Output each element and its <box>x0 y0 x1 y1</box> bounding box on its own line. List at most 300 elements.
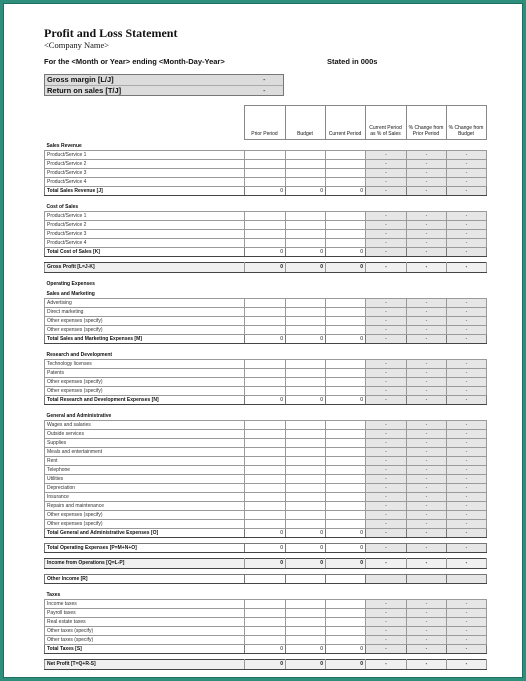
amount-cell[interactable]: 0 <box>326 528 366 537</box>
row-label: Total Sales Revenue [J] <box>45 186 245 195</box>
amount-cell[interactable] <box>286 492 326 501</box>
amount-cell[interactable] <box>286 298 326 307</box>
amount-cell[interactable]: 0 <box>286 644 326 653</box>
amount-cell[interactable] <box>286 574 326 583</box>
row-label: Product/Service 2 <box>45 159 245 168</box>
row-label: Product/Service 3 <box>45 229 245 238</box>
amount-cell[interactable] <box>245 229 286 238</box>
col-prior-period: Prior Period <box>244 106 285 140</box>
percent-cell: - <box>447 519 487 528</box>
percent-cell: - <box>447 325 487 334</box>
section-heading: Operating Expenses <box>46 281 95 287</box>
amount-cell[interactable]: 0 <box>286 334 326 343</box>
amount-cell[interactable]: 0 <box>326 395 366 404</box>
amount-cell[interactable] <box>245 177 286 186</box>
percent-cell: - <box>407 368 447 377</box>
percent-cell: - <box>407 298 447 307</box>
amount-cell[interactable] <box>326 447 366 456</box>
header-blank <box>44 106 244 140</box>
column-header-row <box>44 106 486 140</box>
amount-cell[interactable]: 0 <box>245 186 286 195</box>
percent-cell: - <box>366 220 407 229</box>
percent-cell: - <box>407 377 447 386</box>
row-label: Supplies <box>45 438 245 447</box>
percent-cell: - <box>366 298 407 307</box>
percent-cell: - <box>407 247 447 256</box>
amount-cell[interactable]: 0 <box>245 334 286 343</box>
amount-cell[interactable] <box>286 220 326 229</box>
percent-cell: - <box>447 483 487 492</box>
row-label: Product/Service 4 <box>45 177 245 186</box>
row-label: Total Research and Development Expenses [N] <box>45 395 245 404</box>
row-label: Product/Service 1 <box>45 211 245 220</box>
amount-cell[interactable]: 0 <box>286 186 326 195</box>
amount-cell[interactable] <box>326 386 366 395</box>
amount-cell[interactable] <box>286 519 326 528</box>
total-row <box>45 262 487 272</box>
line-item-row <box>45 626 487 635</box>
amount-cell[interactable] <box>286 386 326 395</box>
percent-cell: - <box>366 483 407 492</box>
percent-cell: - <box>366 608 407 617</box>
amount-cell[interactable]: 0 <box>326 644 366 653</box>
amount-cell[interactable] <box>286 510 326 519</box>
amount-cell[interactable] <box>326 150 366 159</box>
percent-cell <box>447 574 487 583</box>
percent-cell: - <box>447 359 487 368</box>
amount-cell[interactable]: 0 <box>286 247 326 256</box>
percent-cell: - <box>366 543 407 552</box>
amount-cell[interactable] <box>286 177 326 186</box>
amount-cell[interactable] <box>286 465 326 474</box>
amount-cell[interactable] <box>245 368 286 377</box>
amount-cell[interactable] <box>326 456 366 465</box>
summary-value: - <box>263 75 266 84</box>
line-item-row <box>45 483 487 492</box>
percent-cell: - <box>447 316 487 325</box>
line-item-row <box>45 510 487 519</box>
amount-cell[interactable]: 0 <box>326 186 366 195</box>
gross-margin-row[interactable] <box>45 75 283 85</box>
percent-cell: - <box>407 386 447 395</box>
total-row <box>45 558 487 568</box>
total-row <box>45 247 487 256</box>
amount-cell[interactable] <box>245 325 286 334</box>
row-label: Gross Profit [L=J-K] <box>45 262 245 272</box>
amount-cell[interactable] <box>245 617 286 626</box>
pl-sheet <box>44 26 490 670</box>
total-row <box>45 543 487 552</box>
amount-cell[interactable]: 0 <box>326 247 366 256</box>
section-heading-row <box>45 349 487 359</box>
percent-cell: - <box>447 186 487 195</box>
amount-cell[interactable] <box>326 211 366 220</box>
amount-cell[interactable] <box>245 447 286 456</box>
amount-cell[interactable] <box>286 211 326 220</box>
amount-cell[interactable] <box>326 492 366 501</box>
percent-cell: - <box>366 177 407 186</box>
period-row <box>44 57 490 70</box>
amount-cell[interactable] <box>245 429 286 438</box>
summary-label: Return on sales [T/J] <box>47 86 122 95</box>
amount-cell[interactable] <box>286 447 326 456</box>
line-item-row <box>45 359 487 368</box>
col-current-period: Current Period <box>325 106 365 140</box>
page-title: Profit and Loss Statement <box>44 26 178 40</box>
line-item-row <box>45 420 487 429</box>
amount-cell[interactable] <box>245 635 286 644</box>
percent-cell: - <box>407 626 447 635</box>
row-label: Rent <box>45 456 245 465</box>
amount-cell[interactable]: 0 <box>245 528 286 537</box>
total-row <box>45 659 487 669</box>
percent-cell: - <box>407 501 447 510</box>
amount-cell[interactable] <box>245 599 286 608</box>
percent-cell: - <box>447 510 487 519</box>
amount-cell[interactable] <box>286 229 326 238</box>
amount-cell[interactable] <box>286 617 326 626</box>
percent-cell: - <box>366 247 407 256</box>
amount-cell[interactable] <box>326 465 366 474</box>
amount-cell[interactable] <box>326 177 366 186</box>
percent-cell: - <box>447 465 487 474</box>
amount-cell[interactable] <box>245 220 286 229</box>
amount-cell[interactable] <box>326 635 366 644</box>
amount-cell[interactable]: 0 <box>326 543 366 552</box>
amount-cell[interactable] <box>326 519 366 528</box>
percent-cell: - <box>366 307 407 316</box>
percent-cell: - <box>366 386 407 395</box>
percent-cell: - <box>407 447 447 456</box>
percent-cell: - <box>366 438 407 447</box>
percent-cell: - <box>407 168 447 177</box>
amount-cell[interactable] <box>286 420 326 429</box>
line-item-row <box>45 519 487 528</box>
section-heading: General and Administrative <box>46 412 112 419</box>
row-label: Meals and entertainment <box>45 447 245 456</box>
amount-cell[interactable] <box>326 229 366 238</box>
percent-cell: - <box>407 316 447 325</box>
total-row <box>45 334 487 343</box>
row-label: Total Sales and Marketing Expenses [M] <box>45 334 245 343</box>
amount-cell[interactable] <box>245 519 286 528</box>
percent-cell: - <box>407 644 447 653</box>
line-item-row <box>45 429 487 438</box>
amount-cell[interactable] <box>245 298 286 307</box>
row-label: Wages and salaries <box>45 420 245 429</box>
line-item-row <box>45 325 487 334</box>
amount-cell[interactable] <box>326 510 366 519</box>
row-label: Telephone <box>45 465 245 474</box>
amount-cell[interactable] <box>286 377 326 386</box>
amount-cell[interactable] <box>286 626 326 635</box>
amount-cell[interactable] <box>245 168 286 177</box>
total-row <box>45 644 487 653</box>
percent-cell: - <box>447 386 487 395</box>
section-heading: Sales Revenue <box>46 142 82 149</box>
amount-cell[interactable] <box>326 474 366 483</box>
amount-cell[interactable]: 0 <box>245 247 286 256</box>
percent-cell: - <box>407 492 447 501</box>
percent-cell: - <box>407 599 447 608</box>
total-row <box>45 395 487 404</box>
percent-cell: - <box>407 159 447 168</box>
percent-cell: - <box>366 635 407 644</box>
percent-cell: - <box>366 229 407 238</box>
percent-cell: - <box>447 635 487 644</box>
amount-cell[interactable] <box>245 510 286 519</box>
section-heading-row <box>45 201 487 211</box>
amount-cell[interactable] <box>245 238 286 247</box>
percent-cell: - <box>447 334 487 343</box>
percent-cell: - <box>407 177 447 186</box>
percent-cell: - <box>366 447 407 456</box>
amount-cell[interactable] <box>286 483 326 492</box>
percent-cell: - <box>447 558 487 568</box>
percent-cell: - <box>366 659 407 669</box>
amount-cell[interactable] <box>326 617 366 626</box>
amount-cell[interactable] <box>286 608 326 617</box>
row-label: Utilities <box>45 474 245 483</box>
percent-cell: - <box>447 262 487 272</box>
percent-cell: - <box>447 307 487 316</box>
amount-cell[interactable] <box>245 386 286 395</box>
percent-cell: - <box>366 334 407 343</box>
percent-cell: - <box>366 150 407 159</box>
percent-cell: - <box>366 510 407 519</box>
line-item-row <box>45 229 487 238</box>
amount-cell[interactable] <box>286 456 326 465</box>
row-label: Total Operating Expenses [P=M+N+O] <box>45 543 245 552</box>
amount-cell[interactable] <box>326 608 366 617</box>
percent-cell: - <box>407 608 447 617</box>
amount-cell[interactable] <box>286 150 326 159</box>
amount-cell[interactable] <box>245 438 286 447</box>
percent-cell: - <box>366 456 407 465</box>
amount-cell[interactable]: 0 <box>245 558 286 568</box>
percent-cell: - <box>407 229 447 238</box>
amount-cell[interactable] <box>245 492 286 501</box>
percent-cell: - <box>447 220 487 229</box>
percent-cell: - <box>366 359 407 368</box>
percent-cell: - <box>407 465 447 474</box>
percent-cell: - <box>407 334 447 343</box>
section-heading: Taxes <box>46 591 61 598</box>
amount-cell[interactable]: 0 <box>326 334 366 343</box>
amount-cell[interactable] <box>326 377 366 386</box>
percent-cell: - <box>447 608 487 617</box>
amount-cell[interactable]: 0 <box>286 395 326 404</box>
row-label: Other expenses (specify) <box>45 510 245 519</box>
amount-cell[interactable] <box>245 574 286 583</box>
percent-cell: - <box>447 238 487 247</box>
row-label: Advertising <box>45 298 245 307</box>
amount-cell[interactable] <box>245 474 286 483</box>
amount-cell[interactable]: 0 <box>245 644 286 653</box>
amount-cell[interactable] <box>245 608 286 617</box>
percent-cell: - <box>447 599 487 608</box>
percent-cell: - <box>447 626 487 635</box>
amount-cell[interactable] <box>286 316 326 325</box>
row-label: Direct marketing <box>45 307 245 316</box>
percent-cell: - <box>366 492 407 501</box>
amount-cell[interactable]: 0 <box>326 659 366 669</box>
amount-cell[interactable] <box>326 501 366 510</box>
percent-cell: - <box>407 474 447 483</box>
amount-cell[interactable] <box>326 420 366 429</box>
percent-cell: - <box>407 186 447 195</box>
percent-cell: - <box>366 316 407 325</box>
total-row <box>45 574 487 583</box>
amount-cell[interactable] <box>326 483 366 492</box>
col-pct-of-sales: Current Period as % of Sales <box>365 106 406 140</box>
percent-cell: - <box>366 395 407 404</box>
col-change-budget: % Change from Budget <box>446 106 486 140</box>
amount-cell[interactable] <box>326 298 366 307</box>
section-heading: Cost of Sales <box>46 203 79 210</box>
percent-cell: - <box>447 211 487 220</box>
row-label: Net Profit [T=Q+R-S] <box>45 659 245 669</box>
line-item-row <box>45 368 487 377</box>
amount-cell[interactable] <box>286 359 326 368</box>
line-item-row <box>45 438 487 447</box>
amount-cell[interactable]: 0 <box>245 262 286 272</box>
amount-cell[interactable] <box>245 456 286 465</box>
line-item-row <box>45 447 487 456</box>
amount-cell[interactable] <box>286 501 326 510</box>
row-label: Total Cost of Sales [K] <box>45 247 245 256</box>
amount-cell[interactable] <box>326 316 366 325</box>
amount-cell[interactable] <box>326 429 366 438</box>
amount-cell[interactable] <box>286 238 326 247</box>
amount-cell[interactable] <box>286 159 326 168</box>
amount-cell[interactable] <box>245 307 286 316</box>
amount-cell[interactable] <box>326 574 366 583</box>
amount-cell[interactable] <box>286 599 326 608</box>
percent-cell: - <box>447 528 487 537</box>
amount-cell[interactable] <box>245 359 286 368</box>
amount-cell[interactable] <box>286 474 326 483</box>
row-label: Other expenses (specify) <box>45 377 245 386</box>
amount-cell[interactable]: 0 <box>326 558 366 568</box>
percent-cell: - <box>407 558 447 568</box>
line-item-row <box>45 298 487 307</box>
percent-cell: - <box>366 377 407 386</box>
percent-cell: - <box>447 492 487 501</box>
row-label: Product/Service 4 <box>45 238 245 247</box>
percent-cell: - <box>407 456 447 465</box>
row-label: Product/Service 1 <box>45 150 245 159</box>
percent-cell: - <box>407 429 447 438</box>
amount-cell[interactable] <box>245 501 286 510</box>
amount-cell[interactable] <box>245 465 286 474</box>
line-item-row <box>45 316 487 325</box>
row-label: Outside services <box>45 429 245 438</box>
line-item-row <box>45 211 487 220</box>
amount-cell[interactable]: 0 <box>286 528 326 537</box>
amount-cell[interactable] <box>286 429 326 438</box>
line-item-row <box>45 599 487 608</box>
row-label: Income from Operations [Q=L-P] <box>45 558 245 568</box>
row-label: Total General and Administrative Expenses [O] <box>45 528 245 537</box>
amount-cell[interactable] <box>286 307 326 316</box>
amount-cell[interactable] <box>245 626 286 635</box>
amount-cell[interactable] <box>326 626 366 635</box>
row-label: Insurance <box>45 492 245 501</box>
pl-table <box>44 140 487 670</box>
amount-cell[interactable]: 0 <box>326 262 366 272</box>
amount-cell[interactable] <box>326 168 366 177</box>
amount-cell[interactable]: 0 <box>245 543 286 552</box>
summary-box <box>44 74 284 96</box>
amount-cell[interactable] <box>326 438 366 447</box>
percent-cell: - <box>366 368 407 377</box>
total-row <box>45 528 487 537</box>
summary-value: - <box>263 86 266 95</box>
amount-cell[interactable] <box>245 377 286 386</box>
company-name: <Company Name> <box>44 40 110 50</box>
line-item-row <box>45 159 487 168</box>
amount-cell[interactable] <box>286 438 326 447</box>
percent-cell: - <box>366 519 407 528</box>
amount-cell[interactable] <box>245 150 286 159</box>
amount-cell[interactable]: 0 <box>286 543 326 552</box>
percent-cell: - <box>407 238 447 247</box>
line-item-row <box>45 465 487 474</box>
percent-cell: - <box>366 429 407 438</box>
amount-cell[interactable] <box>286 368 326 377</box>
percent-cell: - <box>447 543 487 552</box>
amount-cell[interactable] <box>326 159 366 168</box>
amount-cell[interactable] <box>326 307 366 316</box>
amount-cell[interactable] <box>326 238 366 247</box>
amount-cell[interactable] <box>286 168 326 177</box>
amount-cell[interactable] <box>326 220 366 229</box>
percent-cell: - <box>447 395 487 404</box>
amount-cell[interactable] <box>326 359 366 368</box>
line-item-row <box>45 220 487 229</box>
percent-cell: - <box>366 159 407 168</box>
page-frame <box>3 3 523 678</box>
percent-cell: - <box>447 368 487 377</box>
amount-cell[interactable] <box>326 325 366 334</box>
amount-cell[interactable] <box>245 420 286 429</box>
amount-cell[interactable]: 0 <box>245 659 286 669</box>
column-header-table <box>44 105 487 140</box>
amount-cell[interactable] <box>245 483 286 492</box>
amount-cell[interactable] <box>286 635 326 644</box>
section-heading-row <box>45 140 487 150</box>
amount-cell[interactable]: 0 <box>286 262 326 272</box>
amount-cell[interactable]: 0 <box>286 558 326 568</box>
amount-cell[interactable] <box>245 159 286 168</box>
return-on-sales-row[interactable] <box>45 85 283 95</box>
amount-cell[interactable] <box>245 316 286 325</box>
percent-cell: - <box>447 659 487 669</box>
amount-cell[interactable] <box>286 325 326 334</box>
row-label: Other Income [R] <box>45 574 245 583</box>
percent-cell: - <box>407 220 447 229</box>
amount-cell[interactable]: 0 <box>286 659 326 669</box>
row-label: Technology licenses <box>45 359 245 368</box>
percent-cell: - <box>447 177 487 186</box>
percent-cell: - <box>447 168 487 177</box>
amount-cell[interactable] <box>245 211 286 220</box>
amount-cell[interactable]: 0 <box>245 395 286 404</box>
amount-cell[interactable] <box>326 599 366 608</box>
amount-cell[interactable] <box>326 368 366 377</box>
section-heading-row <box>45 278 487 288</box>
